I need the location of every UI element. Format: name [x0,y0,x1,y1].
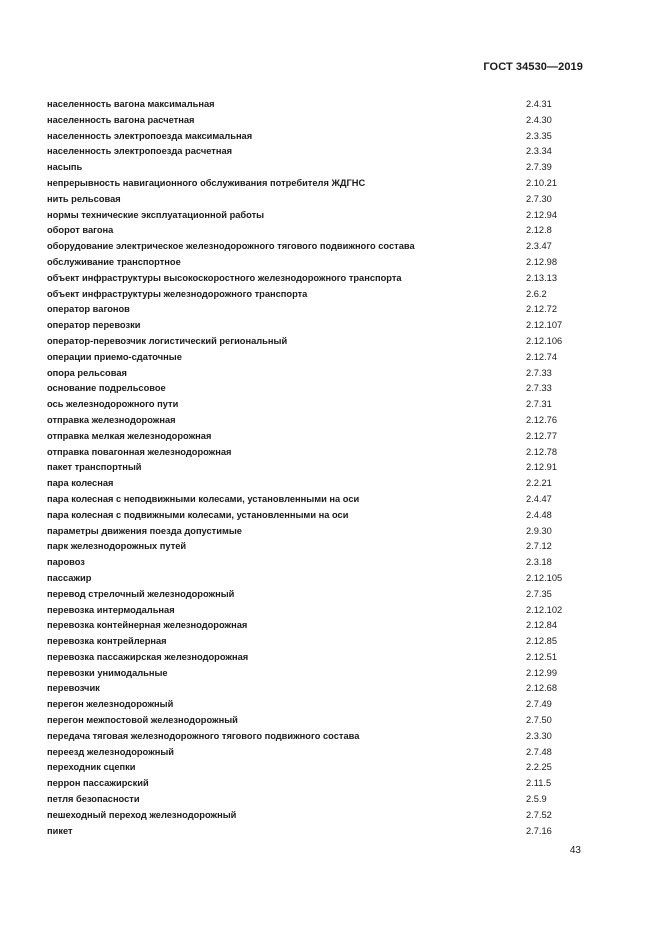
index-reference: 2.7.50 [526,715,552,726]
index-term: пешеходный переход железнодорожный [47,809,237,820]
index-term: перевозка контрейлерная [47,636,167,647]
index-entry [47,618,587,634]
index-term: отправка мелкая железнодорожная [47,430,212,441]
index-entry [47,555,587,571]
index-entry [47,318,587,334]
index-entry [47,681,587,697]
index-entry [47,824,587,840]
index-term: переезд железнодорожный [47,746,174,757]
index-term: населенность электропоезда максимальная [47,130,253,141]
index-reference: 2.12.8 [526,225,552,236]
index-term: пара колесная [47,478,114,489]
index-entry [47,524,587,540]
index-reference: 2.12.72 [526,304,558,315]
index-term: перегон железнодорожный [47,699,174,710]
index-reference: 2.3.47 [526,241,552,252]
index-term: перевозка контейнерная железнодорожная [47,620,248,631]
index-entry [47,381,587,397]
index-entry [47,129,587,145]
index-term: передача тяговая железнодорожного тягового подвижного состава [47,730,360,741]
index-entry [47,144,587,160]
index-term: парк железнодорожных путей [47,541,187,552]
index-entry [47,366,587,382]
index-term: перевозка интермодальная [47,604,175,615]
index-reference: 2.12.84 [526,620,558,631]
index-term: нормы технические эксплуатационной работы [47,209,265,220]
index-term: перевозка пассажирская железнодорожная [47,651,249,662]
index-reference: 2.12.74 [526,351,558,362]
index-reference: 2.12.91 [526,462,558,473]
index-term: пара колесная с неподвижными колесами, установленными на оси [47,493,360,504]
index-reference: 2.7.49 [526,699,552,710]
index-entry [47,492,587,508]
index-reference: 2.3.35 [526,130,552,141]
index-term: пикет [47,825,73,836]
index-term: насыпь [47,162,83,173]
index-entry [47,287,587,303]
index-entry [47,603,587,619]
index-reference: 2.12.102 [526,604,563,615]
index-reference: 2.4.48 [526,509,552,520]
index-entry [47,192,587,208]
index-entry [47,808,587,824]
index-reference: 2.2.25 [526,762,552,773]
index-entry [47,255,587,271]
index-term: перевозки унимодальные [47,667,168,678]
index-reference: 2.13.13 [526,272,558,283]
index-term: отправка повагонная железнодорожная [47,446,232,457]
index-term: пара колесная с подвижными колесами, установленными на оси [47,509,349,520]
index-term: оператор перевозки [47,320,141,331]
index-entry [47,176,587,192]
index-term: опора рельсовая [47,367,127,378]
index-term: основание подрельсовое [47,383,166,394]
index-term: петля безопасности [47,794,140,805]
index-reference: 2.12.107 [526,320,563,331]
index-term: населенность вагона максимальная [47,99,215,109]
index-reference: 2.7.35 [526,588,552,599]
index-entry [47,208,587,224]
index-reference: 2.3.34 [526,146,552,157]
index-entry [47,113,587,129]
index-term: оператор-перевозчик логистический региональный [47,335,288,346]
index-entry [47,713,587,729]
index-term: параметры движения поезда допустимые [47,525,242,536]
index-entry [47,666,587,682]
index-entry [47,397,587,413]
index-entry [47,239,587,255]
index-term: оборудование электрическое железнодорожного тягового подвижного состава [47,241,415,252]
index-reference: 2.12.99 [526,667,558,678]
index-entry [47,97,587,113]
index-reference: 2.7.39 [526,162,552,173]
index-reference: 2.12.78 [526,446,558,457]
index-entry [47,350,587,366]
index-reference: 2.7.33 [526,383,552,394]
index-reference: 2.4.30 [526,114,552,125]
index-reference: 2.3.18 [526,557,552,568]
index-reference: 2.9.30 [526,525,552,536]
index-reference: 2.12.98 [526,256,558,267]
index-term: отправка железнодорожная [47,414,176,425]
index-reference: 2.12.68 [526,683,558,694]
index-reference: 2.7.16 [526,825,552,836]
index-reference: 2.11.5 [526,778,552,789]
index-term: объект инфраструктуры высокоскоростного железнодорожного транспорта [47,272,402,283]
index-reference: 2.7.48 [526,746,552,757]
index-reference: 2.7.31 [526,399,552,410]
index-entry [47,760,587,776]
index-reference: 2.12.77 [526,430,558,441]
index-entry [47,476,587,492]
index-entry [47,160,587,176]
document-header: ГОСТ 34530—2019 [483,61,583,73]
index-term: переходник сцепки [47,762,136,773]
index-entry [47,429,587,445]
index-reference: 2.12.106 [526,335,563,346]
index-term: непрерывность навигационного обслуживания потребителя ЖДГНС [47,177,366,188]
index-entry [47,729,587,745]
index-entry [47,539,587,555]
index-entry [47,634,587,650]
index-term: операции приемо-сдаточные [47,351,182,362]
index-reference: 2.12.85 [526,636,558,647]
index-term: нить рельсовая [47,193,121,204]
index-term: перегон межпостовой железнодорожный [47,715,238,726]
index-reference: 2.2.21 [526,478,552,489]
index-term: объект инфраструктуры железнодорожного транспорта [47,288,308,299]
index-term: оператор вагонов [47,304,130,315]
index-term: перевод стрелочный железнодорожный [47,588,235,599]
index-entry [47,571,587,587]
index-term: перрон пассажирский [47,778,149,789]
index-term: пассажир [47,572,92,583]
index-term: пакет транспортный [47,462,142,473]
index-reference: 2.3.30 [526,730,552,741]
index-reference: 2.12.51 [526,651,558,662]
index-entry [47,776,587,792]
index-entry [47,413,587,429]
index-term: населенность электропоезда расчетная [47,146,233,157]
index-reference: 2.7.30 [526,193,552,204]
index-term: обслуживание транспортное [47,256,181,267]
index-reference: 2.7.33 [526,367,552,378]
index-term: паровоз [47,557,85,568]
index-entry [47,697,587,713]
index-reference: 2.5.9 [526,794,547,805]
index-reference: 2.7.12 [526,541,552,552]
index-entry [47,445,587,461]
index-reference: 2.10.21 [526,177,558,188]
index-entry [47,587,587,603]
index-term: ось железнодорожного пути [47,399,179,410]
index-reference: 2.4.31 [526,99,552,109]
index-reference: 2.6.2 [526,288,547,299]
index-entry [47,745,587,761]
index-reference: 2.12.105 [526,572,563,583]
index-reference: 2.7.52 [526,809,552,820]
index-term: оборот вагона [47,225,114,236]
index-term: населенность вагона расчетная [47,114,195,125]
index-entry [47,460,587,476]
index-entry [47,508,587,524]
index-entry [47,792,587,808]
index-entry [47,223,587,239]
index-entry [47,650,587,666]
index-entry [47,334,587,350]
term-index-list [47,97,587,839]
index-entry [47,302,587,318]
index-entry [47,271,587,287]
index-reference: 2.12.76 [526,414,558,425]
index-reference: 2.12.94 [526,209,558,220]
page-number: 43 [569,845,581,856]
index-term: перевозчик [47,683,100,694]
index-reference: 2.4.47 [526,493,552,504]
